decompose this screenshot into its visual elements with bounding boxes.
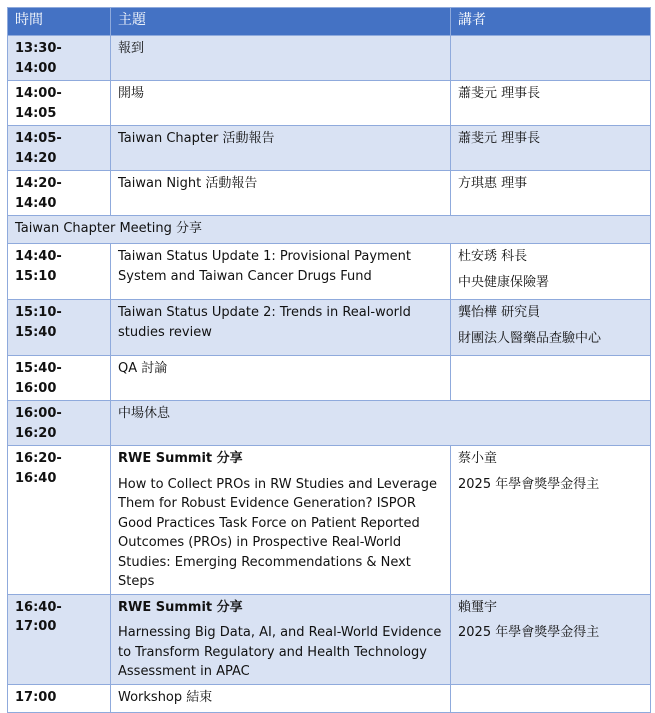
speaker-cell	[451, 36, 651, 81]
table-row	[8, 81, 651, 126]
speaker-cell: 蕭斐元 理事長	[451, 126, 651, 171]
speaker-org: 中央健康保險署	[458, 274, 550, 290]
speaker-name: 蔡小童	[458, 451, 498, 466]
topic-cell: 報到	[111, 36, 451, 81]
time-cell: 15:10-15:40	[8, 300, 111, 356]
time-cell: 14:00-14:05	[8, 81, 111, 126]
topic-cell: Taiwan Status Update 1: Provisional Payment System and Taiwan Cancer Drugs Fund	[111, 244, 451, 300]
time-cell: 15:40-16:00	[8, 356, 111, 401]
header-topic: 主題	[111, 8, 451, 36]
topic-cell: Taiwan Night 活動報告	[111, 171, 451, 216]
speaker-org: 財團法人醫藥品查驗中心	[458, 330, 602, 346]
topic-title: RWE Summit 分享	[118, 451, 243, 466]
topic-cell: 中場休息	[111, 401, 651, 446]
topic-cell	[111, 594, 451, 684]
speaker-cell	[451, 300, 651, 356]
speaker-name: 杜安琇 科長	[458, 249, 528, 264]
speaker-cell	[451, 446, 651, 595]
table-row	[8, 36, 651, 81]
table-row	[8, 594, 651, 684]
time-cell: 16:20-16:40	[8, 446, 111, 595]
time-cell: 16:40-17:00	[8, 594, 111, 684]
topic-cell: Taiwan Chapter 活動報告	[111, 126, 451, 171]
speaker-org: 2025 年學會獎學金得主	[458, 476, 600, 492]
section-heading: Taiwan Chapter Meeting 分享	[8, 216, 651, 244]
speaker-name: 龔怡樺 研究員	[458, 305, 541, 320]
topic-cell	[111, 446, 451, 595]
speaker-cell: 方琪惠 理事	[451, 171, 651, 216]
table-row	[8, 300, 651, 356]
header-speaker: 講者	[451, 8, 651, 36]
table-row	[8, 126, 651, 171]
topic-cell: 開場	[111, 81, 451, 126]
time-cell: 17:00	[8, 684, 111, 712]
table-row	[8, 171, 651, 216]
speaker-cell	[451, 594, 651, 684]
time-cell: 14:05-14:20	[8, 126, 111, 171]
header-row	[8, 8, 651, 36]
speaker-cell	[451, 356, 651, 401]
table-row	[8, 244, 651, 300]
topic-text: How to Collect PROs in RW Studies and Leverage Them for Robust Evidence Generation? ISPOR Good Practices Task Force on Patient Reported Outcomes (PROs) in Prospective Real-World Studies: Emerging Recommendations & Next Steps	[118, 476, 438, 589]
speaker-name: 賴璽宇	[458, 599, 498, 615]
time-cell: 14:40-15:10	[8, 244, 111, 300]
topic-cell: QA 討論	[111, 356, 451, 401]
table-row	[8, 401, 651, 446]
table-row	[8, 684, 651, 712]
table-row	[8, 446, 651, 595]
topic-text: Harnessing Big Data, AI, and Real-World Evidence to Transform Regulatory and Health Technology Assessment in APAC	[118, 625, 442, 679]
speaker-cell	[451, 244, 651, 300]
header-time: 時間	[8, 8, 111, 36]
topic-cell: Taiwan Status Update 2: Trends in Real-world studies review	[111, 300, 451, 356]
table-row	[8, 356, 651, 401]
speaker-org: 2025 年學會獎學金得主	[458, 625, 600, 640]
speaker-cell	[451, 684, 651, 712]
agenda-table	[7, 7, 651, 713]
time-cell: 14:20-14:40	[8, 171, 111, 216]
speaker-cell: 蕭斐元 理事長	[451, 81, 651, 126]
section-row	[8, 216, 651, 244]
topic-cell: Workshop 結束	[111, 684, 451, 712]
time-cell: 16:00-16:20	[8, 401, 111, 446]
topic-title: RWE Summit 分享	[118, 599, 243, 615]
time-cell: 13:30-14:00	[8, 36, 111, 81]
